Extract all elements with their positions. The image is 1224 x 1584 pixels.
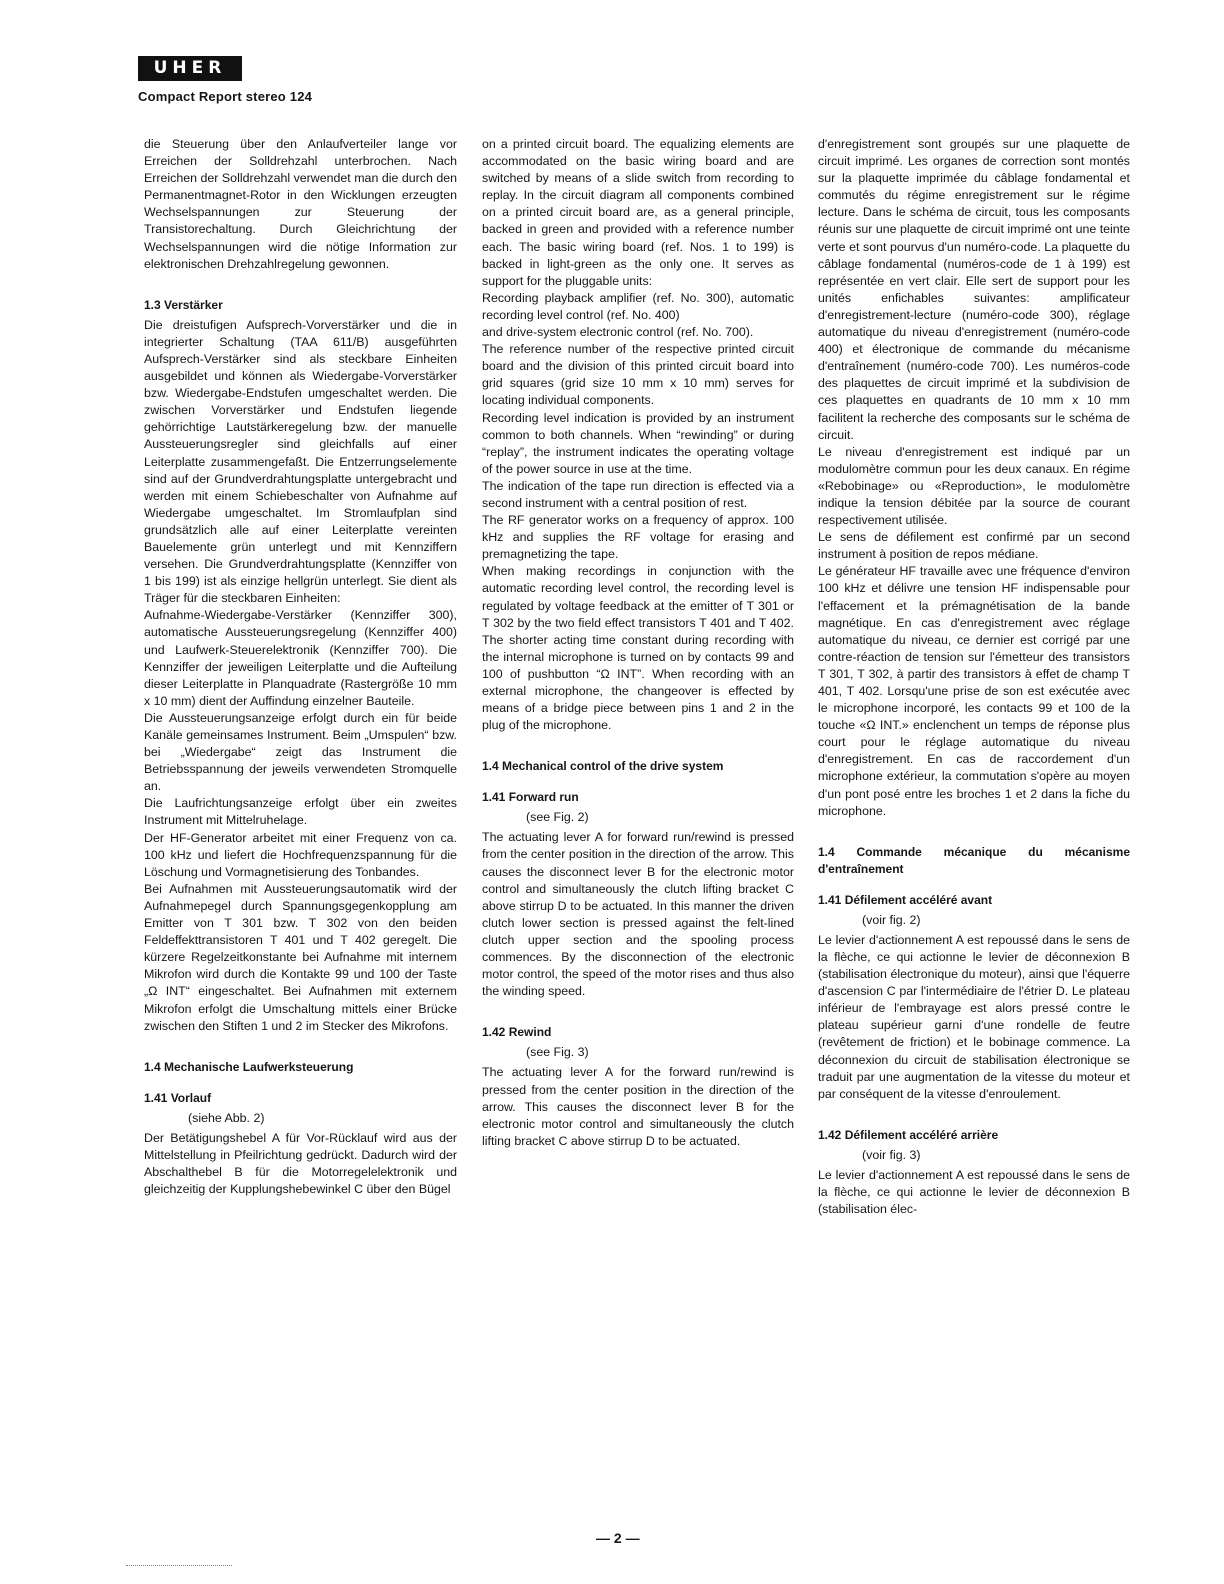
paragraph: Die Laufrichtungsanzeige erfolgt über ein zweites Instrument mit Mittelruhelage. (144, 796, 457, 828)
column-french (818, 136, 1130, 1218)
paragraph: Recording level indication is provided by an instrument common to both channels. When “rewinding” or during “replay”, the instrument indicates the operating voltage of the power source in use at the time. (482, 410, 794, 476)
paragraph: on a printed circuit board. The equalizing elements are accommodated on the basic wiring board and are switched by means of a slide switch from recording to replay. In the circuit diagram all components combined on a printed circuit board are, as a general principle, backed in green and provided with a reference number each. The basic wiring board (ref. Nos. 1 to 199) is backed in light-green as the only one. It serves as support for the pluggable units: (482, 137, 794, 288)
paragraph: Le levier d'actionnement A est repoussé dans le sens de la flèche, ce qui actionne le levier de déconnexion B (stabilisation électronique du moteur), ainsi que l'équerre d'ascension C par l'intermédiaire de l'étrier D. Le plateau inférieur de l'embrayage est alors pressé contre le plateau supérieur garni d'une rondelle de feutre (revêtement de friction) et le bobinage commence. La déconnexion du circuit de stabilisation électronique se traduit par une augmentation de la vitesse du moteur et par conséquent de la vitesse d'enroulement. (818, 932, 1130, 1101)
section-heading: 1.4 Mechanische Laufwerksteuerung (144, 1059, 354, 1074)
paragraph: Bei Aufnahmen mit Aussteuerungsautomatik wird der Aufnahmepegel durch Spannungsgegenkopplung am Emitter von T 301 bzw. T 302 von den beiden Feldeffekttransistoren T 401 und T 402 geregelt. Die kürzere Regelzeitkonstante bei Aufnahme mit internem Mikrofon wird durch die Kontakte 99 und 100 der Taste „Ω INT“ eingeschaltet. Bei Aufnahmen mit externem Mikrofon erfolgt die Umschaltung mittels einer Brücke zwischen den Stiften 1 und 2 im Stecker des Mikrofons. (144, 881, 457, 1033)
paragraph: Aufnahme-Wiedergabe-Verstärker (Kennziffer 300), automatische Aussteuerungsregelung (Kennziffer 400) und Laufwerk-Steuerelektronik (Kennziffer 700). Die Kennziffer der jeweiligen Leiterplatte und die Aufteilung dieser Leiterplatte in Planquadrate (Rastergröße 10 mm x 10 mm) dient der Auffindung einzelner Bauteile. (144, 608, 457, 708)
paragraph: Le sens de défilement est confirmé par un second instrument à position de repos médiane. (818, 530, 1130, 562)
paragraph: Le niveau d'enregistrement est indiqué par un modulomètre commun pour les deux canaux. En régime «Rebobinage» ou «Reproduction», le modulomètre indique la tension débitée par la source de courant respectivement utilisée. (818, 444, 1130, 528)
paragraph: Der HF-Generator arbeitet mit einer Frequenz von ca. 100 kHz und liefert die Hochfrequenzspannung für die Löschung und Vormagnetisierung des Tonbandes. (144, 830, 457, 879)
bottom-rule (126, 1565, 232, 1566)
section-heading: 1.4 Commande mécanique du mécanisme d'entraînement (818, 844, 1130, 876)
uher-logo: UHER (138, 56, 242, 81)
paragraph: and drive-system electronic control (ref. No. 700). (482, 325, 754, 340)
paragraph: Die dreistufigen Aufsprech-Vorverstärker und die in integrierter Schaltung (TAA 611/B) ausgeführten Aufsprech-Verstärker sind als steckbare Einheiten ausgebildet und können als Wiedergabe-Vorverstärker bzw. Wiedergabe-Endstufen umgeschaltet werden. Die zwischen Vorverstärker und Endstufen liegende gehörrichtige Lautstärkeregelung bzw. der manuelle Aussteuerungsregler sind gleichfalls auf einer Leiterplatte zusammengefaßt. Die Entzerrungselemente sind auf der Grundverdrahtungsplatte untergebracht und werden mit einem Schiebeschalter von Aufnahme auf Wiedergabe umgeschaltet. Im Stromlaufplan sind grundsätzlich alle auf einer Leiterplatte vereinten Bauelemente grün unterlegt und mit Kennziffern versehen. Die Grundverdrahtungsplatte (Kennziffer von 1 bis 199) ist als einzige hellgrün unterlegt. Sie dient als Träger für die steckbaren Einheiten: (144, 317, 457, 606)
paragraph: d'enregistrement sont groupés sur une plaquette de circuit imprimé. Les organes de correction sont montés sur la plaquette imprimée du câblage fondamental et commutés du régime enregistrement sur le régime lecture. Dans le schéma de circuit, tous les composants réunis sur une plaquette de circuit imprimé ont une teinte verte et sont pourvus d'un numéro-code. La plaquette du câblage fondamental (numéros-code de 1 à 199) est représentée en vert clair. Elle sert de support pour les unités enfichables suivantes: amplificateur d'enregistrement-lecture (numéro-code 300), réglage automatique du niveau d'enregistrement (numéro-code 400) et électronique de commande du mécanisme d'entraînement (numéro-code 700). Les numéros-code des plaquettes de circuit imprimé et la subdivision de ces plaquettes en quadrants de 10 mm x 10 mm facilitent la recherche des composants sur le schéma de circuit. (818, 137, 1131, 442)
section-heading: 1.41 Vorlauf (144, 1090, 212, 1105)
column-german (144, 136, 457, 1198)
paragraph: The actuating lever A for the forward run/rewind is pressed from the center position in the direction of the arrow. This causes the disconnect lever B for the electronic motor control and simultaneously the clutch lifting bracket C above stirrup D to be actuated. (482, 1065, 794, 1148)
paragraph: The reference number of the respective printed circuit board and the division of this printed circuit board into grid squares (grid size 10 mm x 10 mm) serves for locating individual components. (482, 342, 794, 408)
paragraph: die Steuerung über den Anlaufverteiler lange vor Erreichen der Solldrehzahl unterbrochen. Nach Erreichen der Solldrehzahl verwendet man die durch den Permanentmagnet-Rotor in den Wicklungen erzeugten Wechselspannungen zur Steuerung der Transistorechaltung. Durch Gleichrichtung der Wechselspannungen wird die nötige Information zur elektronischen Drehzahlregelung gewonnen. (144, 137, 457, 271)
figure-reference: (voir fig. 3) (862, 1147, 921, 1162)
paragraph: Der Betätigungshebel A für Vor-Rücklauf wird aus der Mittelstellung in Pfeilrichtung gedrückt. Dadurch wird der Abschalthebel B für die Motorregelelektronik und gleichzeitig der Kupplungshebewinkel C über den Bügel (144, 1130, 457, 1197)
section-heading: 1.42 Défilement accéléré arrière (818, 1127, 999, 1142)
paragraph: Le levier d'actionnement A est repoussé dans le sens de la flèche, ce qui actionne le levier de déconnexion B (stabilisation élec- (818, 1167, 1130, 1217)
section-heading: 1.42 Rewind (482, 1025, 552, 1040)
section-heading: 1.4 Mechanical control of the drive system (482, 759, 724, 774)
paragraph: Recording playback amplifier (ref. No. 300), automatic recording level control (ref. No. 400) (482, 290, 794, 322)
section-heading: 1.3 Verstärker (144, 297, 223, 312)
section-heading: 1.41 Défilement accéléré avant (818, 892, 993, 907)
paragraph: When making recordings in conjunction with the automatic recording level control, the recording level is regulated by voltage feedback at the emitter of T 301 or T 302 by the two field effect transistors T 401 and T 402. The shorter acting time constant during recording with the internal microphone is turned on by contacts 99 and 100 of pushbutton “Ω INT”. When recording with an external microphone, the changeover is effected by means of a bridge piece between pins 1 and 2 in the plug of the microphone. (482, 564, 794, 733)
page-number: — 2 — (596, 1530, 640, 1546)
paragraph: The indication of the tape run direction is effected via a second instrument with a central position of rest. (482, 478, 794, 510)
figure-reference: (see Fig. 2) (526, 810, 589, 825)
figure-reference: (siehe Abb. 2) (188, 1110, 265, 1125)
paragraph: The RF generator works on a frequency of approx. 100 kHz and supplies the RF voltage for erasing and premagnetizing the tape. (482, 513, 794, 562)
figure-reference: (voir fig. 2) (862, 912, 921, 927)
column-english (482, 136, 794, 1150)
document-title: Compact Report stereo 124 (138, 89, 313, 104)
section-heading: 1.41 Forward run (482, 790, 579, 805)
figure-reference: (see Fig. 3) (526, 1045, 589, 1060)
paragraph: Die Aussteuerungsanzeige erfolgt durch ein für beide Kanäle gemeinsames Instrument. Beim „Umspulen“ bzw. bei „Wiedergabe“ zeigt das Instrument die Betriebsspannung der jeweils verwendeten Stromquelle an. (144, 710, 457, 794)
paragraph: Le générateur HF travaille avec une fréquence d'environ 100 kHz et délivre une tension HF indispensable pour l'effacement et la prémagnétisation de la bande magnétique. En cas d'enregistrement avec réglage automatique du niveau, ce dernier est corrigé par une contre-réaction de tension sur l'émetteur des transistors T 301, T 302, à partir des transistors à effet de champ T 401, T 402. Lorsqu'une prise de son est exécutée avec le microphone incorporé, les contacts 99 et 100 de la touche «Ω INT.» enclenchent un temps de réponse plus court pour le réglage automatique du niveau d'enregistrement. En cas de raccordement d'un microphone extérieur, la commutation s'opère au moyen d'un pont posé entre les broches 1 et 2 dans la fiche du microphone. (818, 564, 1130, 818)
paragraph: The actuating lever A for forward run/rewind is pressed from the center position in the direction of the arrow. This causes the disconnect lever B for the electronic motor control and simultaneously the clutch lifting bracket C above stirrup D to be actuated. In this manner the driven clutch lower section is pressed against the felt-lined clutch upper section and the spooling process commences. By the disconnection of the electronic motor control, the speed of the motor rises and thus also the winding speed. (482, 830, 794, 999)
